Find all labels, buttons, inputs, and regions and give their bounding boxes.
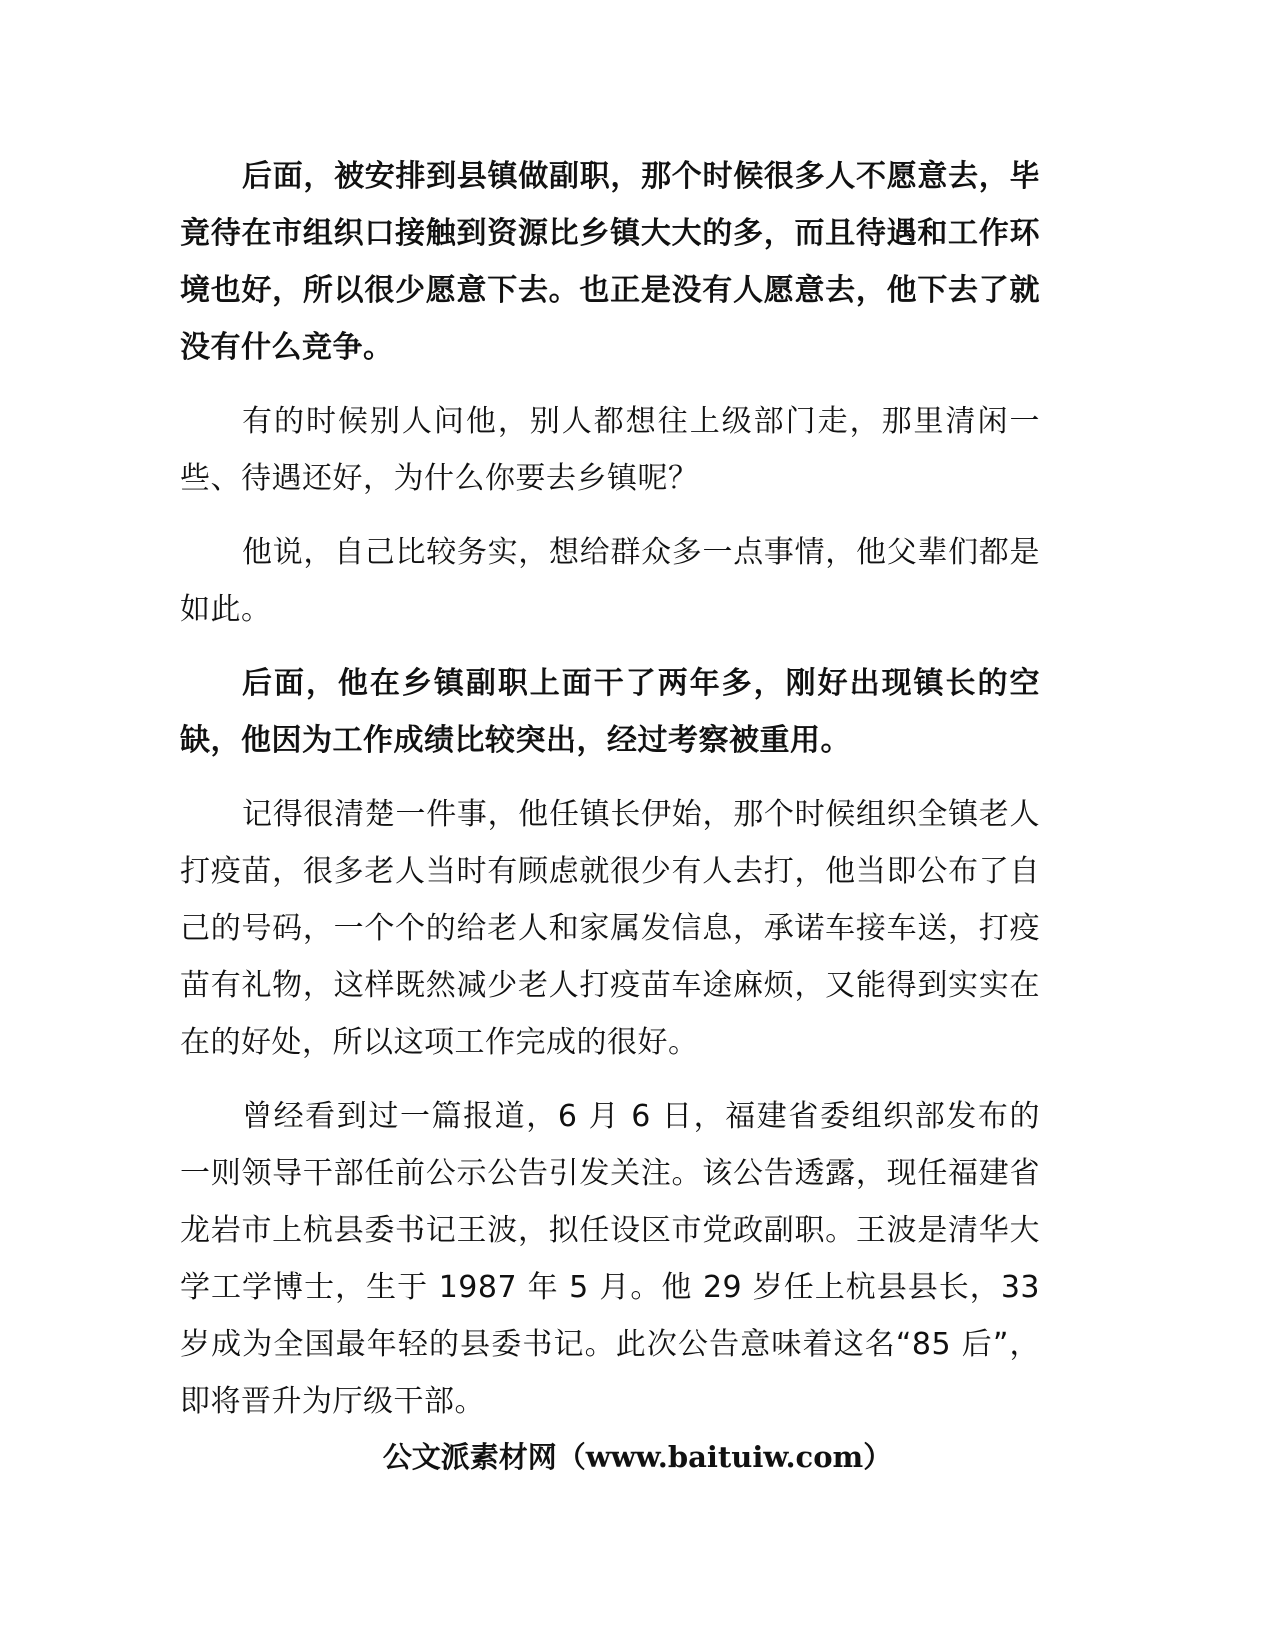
paragraph-4: 后面，他在乡镇副职上面干了两年多，刚好出现镇长的空缺，他因为工作成绩比较突出，经过考察被重用。 [180, 666, 1040, 758]
paragraph-3: 他说，自己比较务实，想给群众多一点事情，他父辈们都是如此。 [180, 535, 1040, 627]
footer-source-note: 公文派素材网（www.baituiw.com） [382, 1440, 893, 1474]
paragraph-2: 有的时候别人问他，别人都想往上级部门走，那里清闲一些、待遇还好，为什么你要去乡镇呢？ [180, 404, 1040, 496]
document-body [180, 148, 1040, 1447]
paragraph-5: 记得很清楚一件事，他任镇长伊始，那个时候组织全镇老人打疫苗，很多老人当时有顾虑就很少有人去打，他当即公布了自己的号码，一个个的给老人和家属发信息，承诺车接车送，打疫苗有礼物，这样既然减少老人打疫苗车途麻烦，又能得到实实在在的好处，所以这项工作完成的很好。 [180, 797, 1040, 1060]
paragraph-6: 曾经看到过一篇报道，6 月 6 日，福建省委组织部发布的一则领导干部任前公示公告引发关注。该公告透露，现任福建省龙岩市上杭县委书记王波，拟任设区市党政副职。王波是清华大学工学博士，生于 1987 年 5 月。他 29 岁任上杭县县长，33 岁成为全国最年轻的县委书记。此次公告意味着这名“85 后”，即将晋升为厅级干部。 [180, 1099, 1040, 1419]
paragraph-1: 后面，被安排到县镇做副职，那个时候很多人不愿意去，毕竟待在市组织口接触到资源比乡镇大大的多，而且待遇和工作环境也好，所以很少愿意下去。也正是没有人愿意去，他下去了就没有什么竞争。 [180, 159, 1040, 365]
